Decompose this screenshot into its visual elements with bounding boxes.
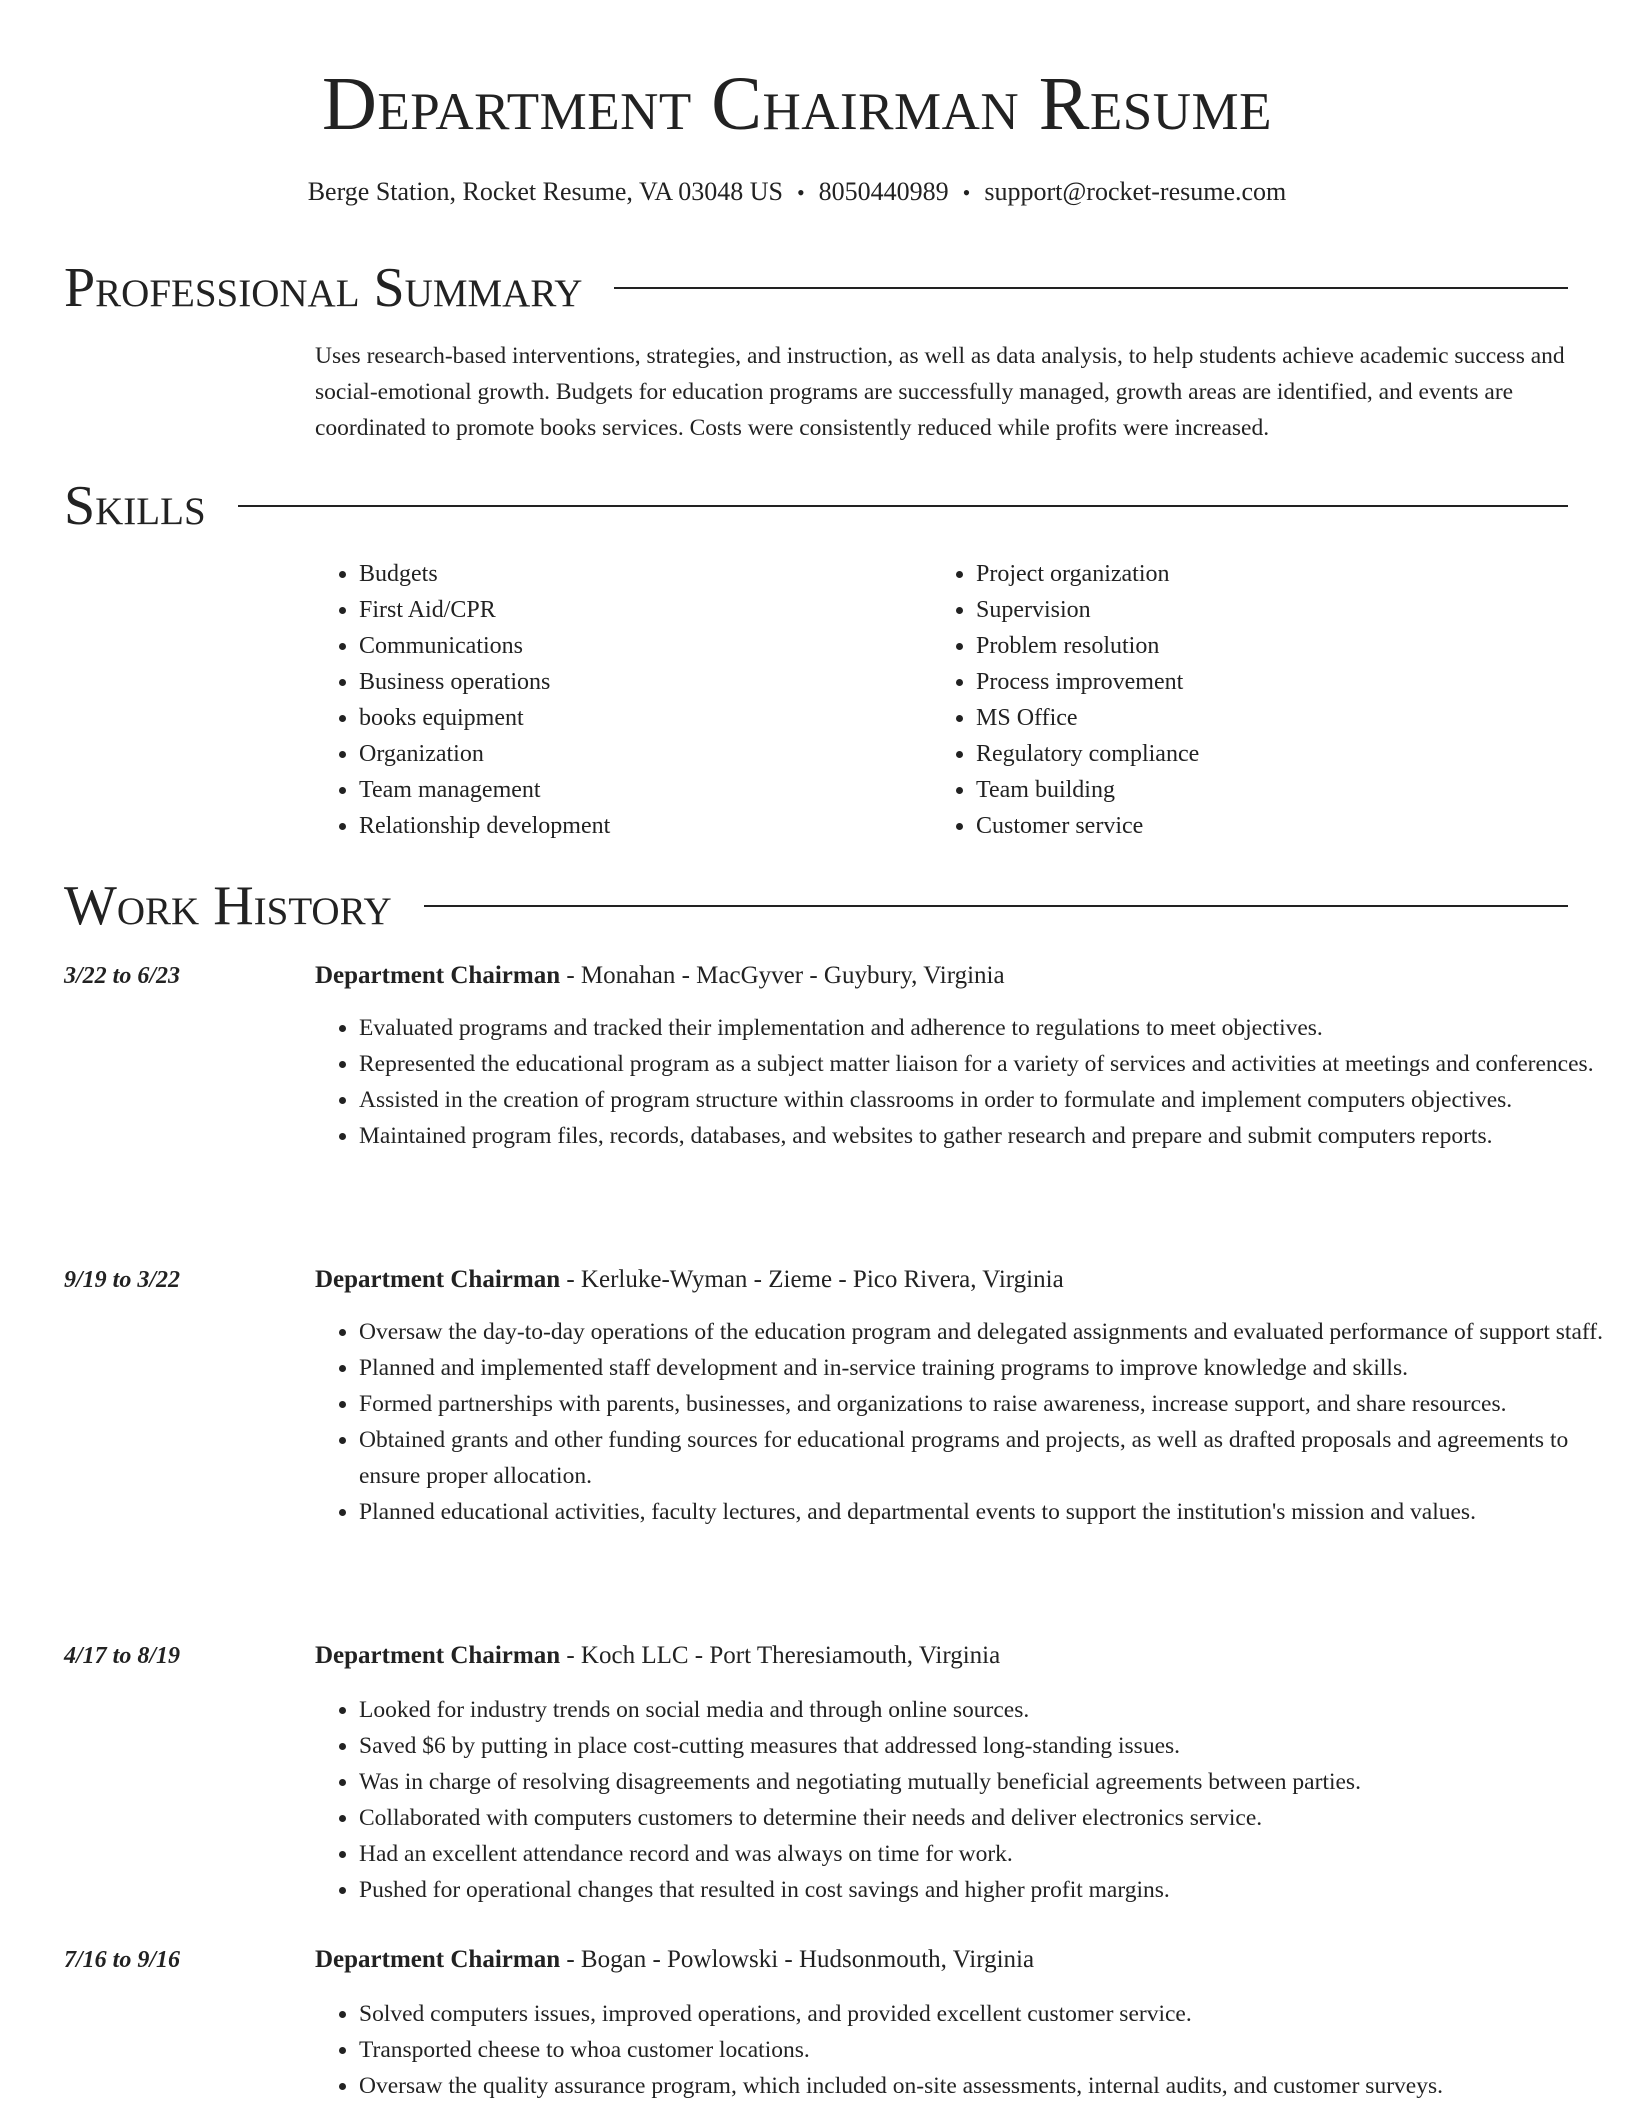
job-header	[315, 1262, 1064, 1298]
job-bullet: • Looked for industry trends on social media and through online sources.	[359, 1692, 1621, 1728]
job-title: Department Chairman	[315, 962, 561, 989]
job-bullet: • Evaluated programs and tracked their implementation and adherence to regulations to meet objectives.	[359, 1010, 1621, 1046]
resume-title: Department Chairman Resume	[321, 62, 1273, 146]
skill-item: • Process improvement	[976, 664, 1536, 700]
section-divider	[614, 287, 1568, 289]
skill-item: • Team building	[976, 772, 1536, 808]
job-bullet: • Was in charge of resolving disagreements and negotiating mutually beneficial agreements between parties.	[359, 1764, 1621, 1800]
skill-item: • MS Office	[976, 700, 1536, 736]
summary-text: Uses research-based interventions, strategies, and instruction, as well as data analysis, to help students achieve academic success and social-emotional growth. Budgets for education programs are successfully managed, growth areas are identified, and events are coordinated to promote books services. Costs were consistently reduced while profits were increased.	[315, 343, 1565, 441]
skill-item: • books equipment	[359, 700, 919, 736]
job-bullet: • Transported cheese to whoa customer locations.	[359, 2032, 1621, 2068]
job-bullet-list	[315, 1996, 1621, 2104]
skills-list-right	[932, 556, 1536, 844]
skills-heading: Skills	[64, 475, 206, 537]
job-bullet: • Assisted in the creation of program structure within classrooms in order to formulate and implement computers objectives.	[359, 1082, 1621, 1118]
job-bullet: • Planned educational activities, faculty lectures, and departmental events to support the institution's mission and values.	[359, 1494, 1621, 1530]
job-bullet: • Maintained program files, records, databases, and websites to gather research and prepare and submit computers reports.	[359, 1118, 1621, 1154]
job-bullet: • Collaborated with computers customers to determine their needs and deliver electronics service.	[359, 1800, 1621, 1836]
job-bullet-list	[315, 1314, 1621, 1530]
job-title: Department Chairman	[315, 1266, 561, 1293]
job-bullet: • Pushed for operational changes that resulted in cost savings and higher profit margins.	[359, 1872, 1621, 1908]
job-dates: 3/22 to 6/23	[64, 963, 181, 989]
contact-line	[0, 174, 1594, 211]
job-dates: 7/16 to 9/16	[64, 1947, 181, 1973]
job-employer: - Bogan - Powlowski - Hudsonmouth, Virginia	[560, 1946, 1035, 1973]
job-bullet: • Solved computers issues, improved operations, and provided excellent customer service.	[359, 1996, 1621, 2032]
job-dates: 4/17 to 8/19	[64, 1643, 181, 1669]
contact-separator: •	[962, 180, 971, 205]
job-header	[315, 1942, 1034, 1978]
job-bullet: • Obtained grants and other funding sources for educational programs and projects, as well as drafted proposals and agreements to ensure proper allocation.	[359, 1422, 1621, 1494]
job-employer: - Kerluke-Wyman - Zieme - Pico Rivera, Virginia	[560, 1266, 1064, 1293]
job-employer: - Monahan - MacGyver - Guybury, Virginia	[560, 962, 1005, 989]
contact-separator: •	[796, 180, 805, 205]
skill-item: • Customer service	[976, 808, 1536, 844]
job-bullet: • Represented the educational program as a subject matter liaison for a variety of services and activities at meetings and conferences.	[359, 1046, 1621, 1082]
job-bullet: • Formed partnerships with parents, businesses, and organizations to raise awareness, increase support, and share resources.	[359, 1386, 1621, 1422]
job-title: Department Chairman	[315, 1946, 561, 1973]
job-bullet: • Oversaw the quality assurance program, which included on-site assessments, internal audits, and customer surveys.	[359, 2068, 1621, 2104]
skill-item: • Relationship development	[359, 808, 919, 844]
section-divider	[238, 505, 1568, 507]
job-bullet: • Planned and implemented staff development and in-service training programs to improve knowledge and skills.	[359, 1350, 1621, 1386]
work-history-heading: Work History	[64, 875, 392, 937]
contact-address: Berge Station, Rocket Resume, VA 03048 US	[307, 177, 783, 206]
skill-item: • First Aid/CPR	[359, 592, 919, 628]
skill-item: • Problem resolution	[976, 628, 1536, 664]
job-header	[315, 1638, 1000, 1674]
skill-item: • Communications	[359, 628, 919, 664]
skill-item: • Budgets	[359, 556, 919, 592]
summary-section-header	[64, 258, 1568, 318]
job-title: Department Chairman	[315, 1642, 561, 1669]
job-bullet-list	[315, 1010, 1621, 1154]
contact-email: support@rocket-resume.com	[984, 177, 1287, 206]
summary-heading: Professional Summary	[64, 257, 583, 319]
contact-phone: 8050440989	[818, 177, 949, 206]
job-bullet: • Saved $6 by putting in place cost-cutting measures that addressed long-standing issues.	[359, 1728, 1621, 1764]
skill-item: • Business operations	[359, 664, 919, 700]
skills-list-left	[315, 556, 919, 844]
skill-item: • Team management	[359, 772, 919, 808]
job-bullet-list	[315, 1692, 1621, 1908]
job-bullet: • Had an excellent attendance record and was always on time for work.	[359, 1836, 1621, 1872]
job-bullet: • Oversaw the day-to-day operations of the education program and delegated assignments and evaluated performance of support staff.	[359, 1314, 1621, 1350]
job-header	[315, 958, 1005, 994]
section-divider	[424, 905, 1568, 907]
skill-item: • Supervision	[976, 592, 1536, 628]
skill-item: • Regulatory compliance	[976, 736, 1536, 772]
skills-section-header	[64, 476, 1568, 536]
skill-item: • Project organization	[976, 556, 1536, 592]
job-dates: 9/19 to 3/22	[64, 1267, 181, 1293]
work-history-section-header	[64, 876, 1568, 936]
job-employer: - Koch LLC - Port Theresiamouth, Virginia	[560, 1642, 1001, 1669]
skill-item: • Organization	[359, 736, 919, 772]
